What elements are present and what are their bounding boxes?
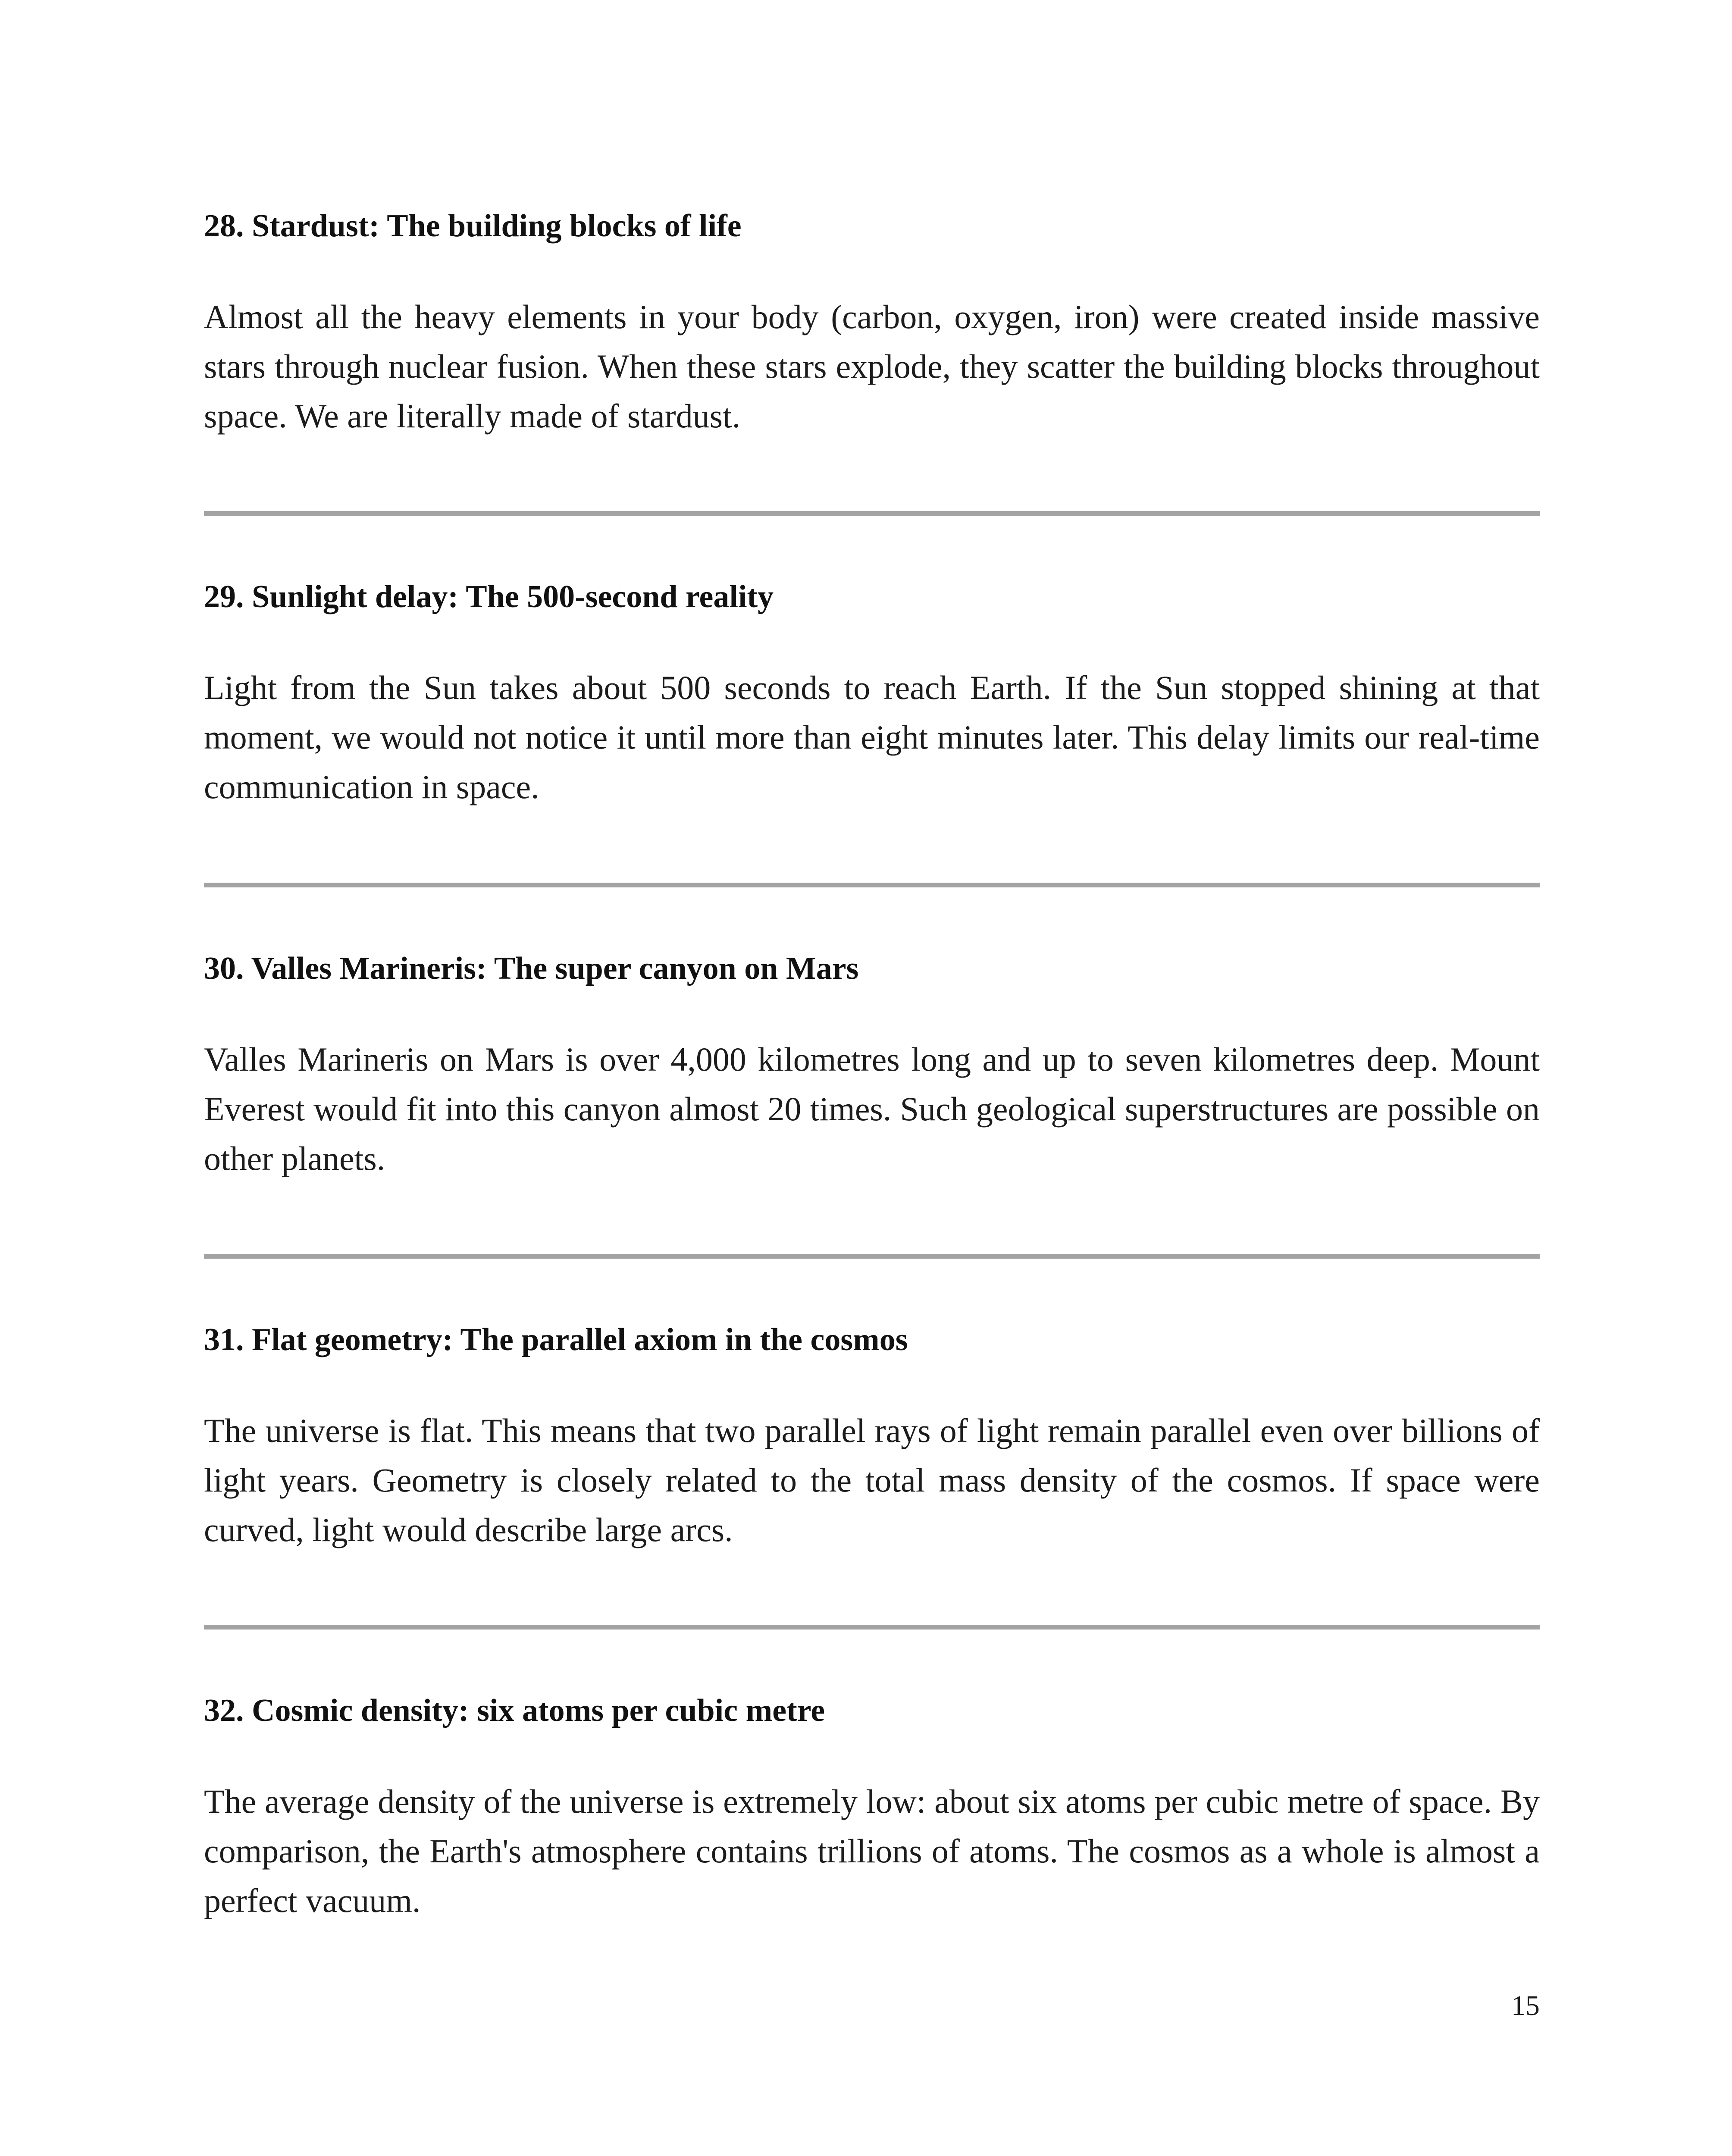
entry-body: The average density of the universe is extremely low: about six atoms per cubic metre of space. By comparison, the Earth's atmosphere contains trillions of atoms. The cosmos as a whole is almost a perfect vacuum. — [204, 1782, 1540, 1919]
entry-body: Light from the Sun takes about 500 seconds to reach Earth. If the Sun stopped shining at that moment, we would not notice it until more than eight minutes later. This delay limits our real-time communication in space. — [204, 668, 1540, 805]
entry-title: 32. Cosmic density: six atoms per cubic metre — [204, 1693, 825, 1728]
entry-body: Almost all the heavy elements in your body (carbon, oxygen, iron) were created inside massive stars through nuclear fusion. When these stars explode, they scatter the building blocks throughout space. We are literally made of stardust. — [204, 298, 1540, 435]
entry-title: 31. Flat geometry: The parallel axiom in the cosmos — [204, 1322, 908, 1357]
entry-body: The universe is flat. This means that two parallel rays of light remain parallel even over billions of light years. Geometry is closely related to the total mass density of the cosmos. If space were curved, light would describe large arcs. — [204, 1411, 1540, 1548]
section-divider — [204, 883, 1540, 887]
entry-title: 30. Valles Marineris: The super canyon on Mars — [204, 951, 859, 986]
section-divider — [204, 1254, 1540, 1259]
entry-body: Valles Marineris on Mars is over 4,000 kilometres long and up to seven kilometres deep. Mount Everest would fit into this canyon almost 20 times. Such geological superstructures are possible on other planets. — [204, 1040, 1540, 1177]
page-number: 15 — [1511, 1990, 1540, 2021]
section-divider — [204, 1625, 1540, 1630]
entry-29 — [204, 578, 1540, 812]
entry-title: 28. Stardust: The building blocks of life — [204, 208, 742, 244]
section-divider — [204, 511, 1540, 516]
entry-31 — [204, 1321, 1540, 1554]
entry-30 — [204, 950, 1540, 1183]
entry-28 — [204, 207, 1540, 441]
entry-title: 29. Sunlight delay: The 500-second reality — [204, 579, 774, 614]
entry-32 — [204, 1692, 1540, 1925]
